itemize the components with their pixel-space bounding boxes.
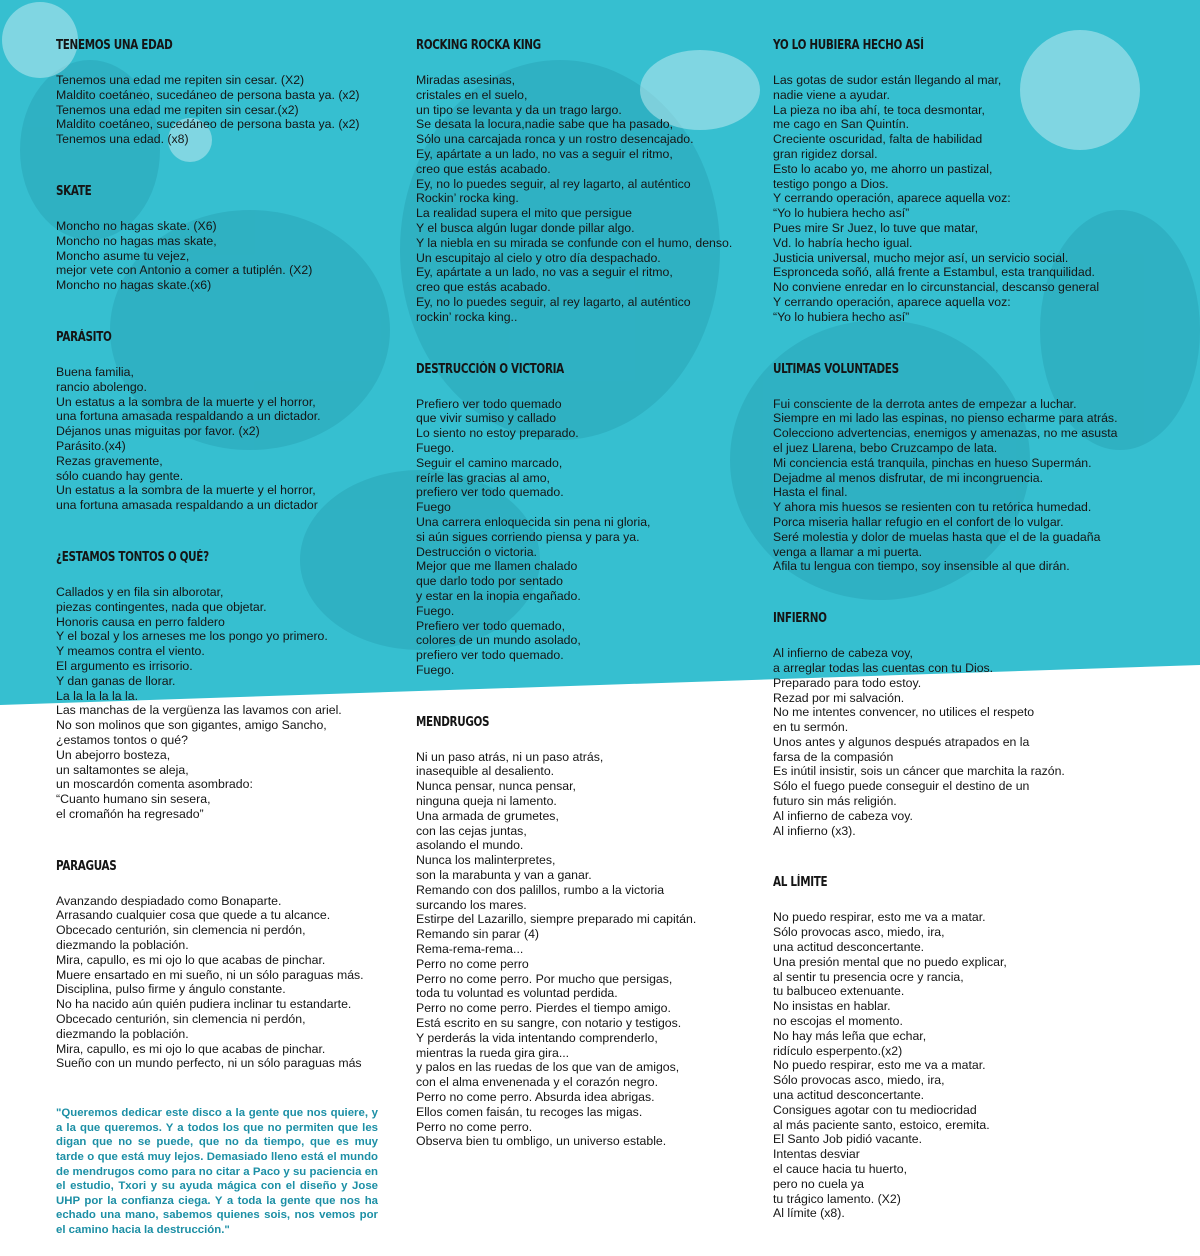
lyric-line: Un escupitajo al cielo y otro día despachado. [416,250,661,265]
song-title: INFIERNO [773,611,827,627]
lyric-line: me cago en San Quintín. [773,117,910,132]
lyric-line: son la marabunta y van a ganar. [416,868,592,883]
lyric-line: Lo siento no estoy preparado. [416,426,579,441]
lyric-line: Perro no come perro. Pierdes el tiempo amigo. [416,1001,671,1016]
song-title: PARÁSITO [56,329,112,345]
lyric-line: una fortuna amasada respaldando a un dictador. [56,409,321,424]
lyric-line: Y el bozal y los arneses me los pongo yo primero. [56,629,328,644]
lyric-line: Prefiero ver todo quemado, [416,618,566,633]
lyric-line: No puedo respirar, esto me va a matar. [773,910,986,925]
lyric-line: La realidad supera el mito que persigue [416,206,633,221]
lyric-line: colores de un mundo asolado, [416,633,581,648]
lyric-line: un moscardón comenta asombrado: [56,777,253,792]
lyric-line: Moncho no hagas skate. (X6) [56,218,217,233]
lyric-line: al sentir tu presencia ocre y rancia, [773,969,964,984]
song-block [56,328,401,513]
song-title: ULTIMAS VOLUNTADES [773,361,899,377]
lyric-line: Una carrera enloquecida sin pena ni gloria, [416,514,651,529]
lyric-line: Obcecado centurión, sin clemencia ni perdón, [56,1012,306,1027]
lyric-line: mejor vete con Antonio a comer a tutiplén. (X2) [56,263,313,278]
lyric-line: que darlo todo por sentado [416,574,563,589]
lyric-line: Al infierno (x3). [773,823,856,838]
lyric-line: Moncho no hagas mas skate, [56,233,217,248]
song-title: YO LO HUBIERA HECHO ASÍ [773,38,924,53]
lyric-line: Y meamos contra el viento. [56,644,205,659]
song-block [773,360,1133,575]
lyric-line: inasequible al desaliento. [416,764,555,779]
lyric-line: Creciente oscuridad, falta de habilidad [773,132,983,147]
lyric-line: y palos en las ruedas de los que van de amigos, [416,1060,680,1075]
lyric-line: en tu sermón. [773,720,849,735]
song-title: MENDRUGOS [416,714,490,730]
lyric-line: Colecciono advertencias, enemigos y amenazas, no me asusta [773,426,1118,441]
lyric-line: Obcecado centurión, sin clemencia ni perdón, [56,923,306,938]
lyric-line: Unos antes y algunos después atrapados en la [773,734,1030,749]
lyrics-column-2 [416,36,761,1184]
lyric-line: Maldito coetáneo, sucedáneo de persona basta ya. (x2) [56,87,360,102]
lyric-line: ridículo esperpento.(x2) [773,1043,903,1058]
lyric-line: “Cuanto humano sin sesera, [56,792,211,807]
lyric-line: Tenemos una edad. (x8) [56,132,189,147]
lyric-line: con el alma envenenada y el corazón negro. [416,1075,658,1090]
lyric-line: Está escrito en su sangre, con notario y testigos. [416,1016,682,1031]
song-block [416,36,761,325]
lyric-line: Y la niebla en su mirada se confunde con el humo, denso. [416,235,733,250]
lyric-line: No me intentes convencer, no utilices el respeto [773,705,1035,720]
lyric-line: rancio abolengo. [56,379,147,394]
song-block [416,360,761,678]
lyric-line: Fuego. [416,603,455,618]
lyric-line: Sólo provocas asco, miedo, ira, [773,925,945,940]
lyric-line: que vivir sumiso y callado [416,411,557,426]
song-block [56,182,401,293]
lyric-line: mientras la rueda gira gira... [416,1045,570,1060]
lyric-line: diezmando la población. [56,938,189,953]
lyric-line: Un abejorro bosteza, [56,747,171,762]
lyric-line: Rezas gravemente, [56,453,163,468]
lyric-line: ¿estamos tontos o qué? [56,732,188,747]
song-title: PARAGUAS [56,858,117,874]
lyric-line: Ellos comen faisán, tu recoges las migas. [416,1104,643,1119]
lyric-line: Rezad por mi salvación. [773,690,905,705]
lyric-line: Remando sin parar (4) [416,927,540,942]
lyric-line: Y el busca algún lugar donde pillar algo. [416,220,635,235]
lyric-line: Mira, capullo, es mi ojo lo que acabas de pinchar. [56,952,326,967]
song-title: SKATE [56,183,92,199]
lyric-line: un saltamontes se aleja, [56,762,189,777]
lyric-line: Tenemos una edad me repiten sin cesar.(x2) [56,102,299,117]
lyric-line: ninguna queja ni lamento. [416,794,557,809]
lyric-line: Fui consciente de la derrota antes de empezar a luchar. [773,396,1077,411]
song-title: TENEMOS UNA EDAD [56,38,173,53]
lyric-line: una actitud desconcertante. [773,1088,925,1103]
lyric-line: “Yo lo hubiera hecho así” [773,309,910,324]
lyric-line: Remando con dos palillos, rumbo a la victoria [416,882,665,897]
lyric-line: Parásito.(x4) [56,438,126,453]
lyric-line: Y dan ganas de llorar. [56,673,176,688]
lyric-line: El argumento es irrisorio. [56,658,193,673]
lyric-line: Nunca los malinterpretes, [416,853,556,868]
lyric-line: Pues mire Sr Juez, lo tuve que matar, [773,220,979,235]
lyric-line: Nunca pensar, nunca pensar, [416,779,576,794]
song-block [773,609,1133,838]
lyric-line: Las manchas de la vergüenza las lavamos con ariel. [56,703,342,718]
lyric-line: “Yo lo hubiera hecho así” [773,206,910,221]
lyric-line: La pieza no iba ahí, te toca desmontar, [773,102,985,117]
lyric-line: Porca miseria hallar refugio en el confort de lo vulgar. [773,514,1064,529]
lyric-line: tu trágico lamento. (X2) [773,1191,901,1206]
lyric-line: con las cejas juntas, [416,823,527,838]
lyric-line: Maldito coetáneo, sucedáneo de persona basta ya. (x2) [56,117,360,132]
lyric-line: Al infierno de cabeza voy, [773,646,913,661]
lyric-line: Miradas asesinas, [416,73,516,87]
lyric-line: rockin’ rocka king.. [416,309,518,324]
lyric-line: surcando los mares. [416,897,527,912]
lyric-line: Callados y en fila sin alborotar, [56,584,224,599]
song-title: ¿ESTAMOS TONTOS O QUÉ? [56,549,209,565]
song-block [416,713,761,1150]
lyric-line: La la la la la la. [56,688,139,703]
lyric-line: Dejadme al menos disfrutar, de mi incongruencia. [773,470,1043,485]
lyric-line: Destrucción o victoria. [416,544,537,559]
lyric-line: Arrasando cualquier cosa que quede a tu alcance. [56,908,331,923]
lyric-line: Se desata la locura,nadie sabe que ha pasado, [416,117,674,132]
lyric-line: a arreglar todas las cuentas con tu Dios. [773,660,994,675]
lyric-line: Y perderás la vida intentando comprenderlo, [416,1030,658,1045]
lyric-line: Prefiero ver todo quemado [416,396,562,411]
song-block [56,36,401,147]
lyric-line: un tipo se levanta y da un trago largo. [416,102,622,117]
lyric-line: No son molinos que son gigantes, amigo Sancho, [56,718,327,733]
lyric-line: Perro no come perro. Absurda idea abrigas. [416,1090,655,1105]
lyric-line: Al infierno de cabeza voy. [773,808,913,823]
lyric-line: No hay más leña que echar, [773,1028,927,1043]
lyric-line: Siempre en mi lado las espinas, no pienso echarme para atrás. [773,411,1118,426]
lyric-line: futuro sin más religión. [773,794,897,809]
lyric-line: Disciplina, pulso firme y ángulo constante. [56,982,286,997]
lyric-line: Preparado para todo estoy. [773,675,922,690]
lyric-line: Fuego [416,500,451,515]
lyric-line: cristales en el suelo, [416,87,528,102]
lyrics-column-1 [56,36,401,1238]
lyric-line: Es inútil insistir, sois un cáncer que marchita la razón. [773,764,1065,779]
lyric-line: Intentas desviar [773,1147,860,1162]
lyric-line: Espronceda soñó, allá frente a Estambul, esta tranquilidad. [773,265,1095,280]
lyric-line: Una presión mental que no puedo explicar, [773,954,1007,969]
lyric-line: Una armada de grumetes, [416,808,559,823]
lyric-line: Y cerrando operación, aparece aquella voz: [773,191,1011,206]
lyric-line: testigo pongo a Dios. [773,176,889,191]
lyric-line: El Santo Job pidió vacante. [773,1132,923,1147]
lyric-line: Perro no come perro. Por mucho que persigas, [416,971,673,986]
lyric-line: Un estatus a la sombra de la muerte y el horror, [56,394,316,409]
lyric-line: Estirpe del Lazarillo, siempre preparado mi capitán. [416,912,697,927]
lyric-line: Mi conciencia está tranquila, pinchas en hueso Supermán. [773,455,1092,470]
song-block [773,873,1133,1221]
song-block [56,548,401,822]
lyric-line: prefiero ver todo quemado. [416,648,564,663]
dedication-text: "Queremos dedicar este disco a la gente que nos quiere, y a la que queremos. Y a todos los que no permiten que les digan que no se puede, que no da tiempo, que es muy tarde o que está muy lejos. Demasiado lleno está el mundo de mendrugos como para no citar a Paco y su paciencia en el estudio, Txori y su ayuda mágica con el diseño y Jose UHP por la confianza ciega. Y a toda la gente que nos ha echado una mano, sabemos quienes sois, nos vemos por el camino hacia la destrucción." [56,1107,378,1236]
lyric-line: Avanzando despiadado como Bonaparte. [56,893,282,908]
lyric-line: Mejor que me llamen chalado [416,559,578,574]
lyric-line: Afila tu lengua con tiempo, soy insensible al que dirán. [773,559,1070,574]
lyric-line: No insistas en hablar. [773,999,891,1014]
lyric-line: nadie viene a ayudar. [773,87,890,102]
lyric-line: Moncho asume tu vejez, [56,248,190,263]
lyric-line: Rema-rema-rema... [416,942,524,957]
lyric-line: Sólo el fuego puede conseguir el destino de un [773,779,1030,794]
lyric-line: Perro no come perro [416,956,529,971]
lyric-line: Seguir el camino marcado, [416,455,563,470]
lyric-line: Mira, capullo, es mi ojo lo que acabas de pinchar. [56,1041,326,1056]
lyric-line: gran rigidez dorsal. [773,146,878,161]
lyric-line: Ey, apártate a un lado, no vas a seguir el ritmo, [416,146,673,161]
lyric-line: Sólo provocas asco, miedo, ira, [773,1073,945,1088]
lyric-line: creo que estás acabado. [416,161,551,176]
lyric-line: Buena familia, [56,364,134,379]
lyrics-column-3 [773,36,1133,1256]
lyric-line: Ey, no lo puedes seguir, al rey lagarto, al auténtico [416,176,691,191]
lyric-line: tu balbuceo extenuante. [773,984,905,999]
lyric-line: Consigues agotar con tu mediocridad [773,1102,977,1117]
song-title: DESTRUCCIÓN O VICTORIA [416,361,564,377]
lyric-line: Moncho no hagas skate.(x6) [56,278,212,293]
lyric-line: prefiero ver todo quemado. [416,485,564,500]
lyric-line: Rockin’ rocka king. [416,191,519,206]
lyric-line: Sólo una carcajada ronca y un rostro desencajado. [416,132,694,147]
lyric-line: reírle las gracias al amo, [416,470,550,485]
lyric-line: Ey, apártate a un lado, no vas a seguir el ritmo, [416,265,673,280]
lyric-line: creo que estás acabado. [416,280,551,295]
lyric-line: Las gotas de sudor están llegando al mar, [773,73,1002,87]
lyric-line: No ha nacido aún quién pudiera inclinar tu estandarte. [56,997,352,1012]
lyric-line: Vd. lo habría hecho igual. [773,235,913,250]
lyric-line: al más paciente santo, estoico, eremita. [773,1117,990,1132]
lyric-line: toda tu voluntad es voluntad perdida. [416,986,618,1001]
lyric-line: Observa bien tu ombligo, un universo estable. [416,1134,667,1149]
lyric-line: Sueño con un mundo perfecto, ni un sólo paraguas más [56,1056,362,1071]
lyric-line: Ey, no lo puedes seguir, al rey lagarto, al auténtico [416,294,691,309]
lyric-line: Y ahora mis huesos se resienten con tu retórica humedad. [773,500,1092,515]
lyric-line: sólo cuando hay gente. [56,468,184,483]
lyric-line: piezas contingentes, nada que objetar. [56,599,267,614]
lyric-line: Déjanos unas miguitas por favor. (x2) [56,424,260,439]
lyric-line: una fortuna amasada respaldando a un dictador [56,498,318,513]
lyric-line: Ni un paso atrás, ni un paso atrás, [416,749,604,764]
lyric-line: el cauce hacia tu huerto, [773,1162,907,1177]
lyric-line: Al límite (x8). [773,1206,845,1221]
lyric-line: y estar en la inopia engañado. [416,588,581,603]
lyric-line: Tenemos una edad me repiten sin cesar. (X2) [56,73,305,87]
lyric-line: Un estatus a la sombra de la muerte y el horror, [56,483,316,498]
lyric-line: pero no cuela ya [773,1176,864,1191]
lyric-line: No puedo respirar, esto me va a matar. [773,1058,986,1073]
song-title: ROCKING ROCKA KING [416,38,541,53]
lyric-line: farsa de la compasión [773,749,894,764]
lyric-line: el juez Llarena, bebo Cruzcampo de lata. [773,440,998,455]
lyric-line: diezmando la población. [56,1026,189,1041]
lyric-line: Esto lo acabo yo, me ahorro un pastizal, [773,161,993,176]
lyric-line: Fuego. [416,440,455,455]
lyric-line: Fuego. [416,662,455,677]
lyric-line: Y cerrando operación, aparece aquella voz: [773,294,1011,309]
song-title: AL LÍMITE [773,875,828,891]
lyric-line: venga a llamar a mi puerta. [773,544,923,559]
lyric-line: Perro no come perro. [416,1119,533,1134]
song-block [56,857,401,1072]
lyric-line: Seré molestia y dolor de muelas hasta que el de la guadaña [773,529,1101,544]
song-block [773,36,1133,325]
lyric-line: no escojas el momento. [773,1014,903,1029]
lyric-line: Honoris causa en perro faldero [56,614,225,629]
lyric-line: asolando el mundo. [416,838,524,853]
lyric-line: Hasta el final. [773,485,848,500]
lyric-line: si aún sigues corriendo piensa y para ya. [416,529,640,544]
lyric-line: Muere ensartado en mi sueño, ni un sólo paraguas más. [56,967,364,982]
lyric-line: Justicia universal, mucho mejor así, un servicio social. [773,250,1069,265]
lyric-line: No conviene enredar en lo circunstancial, descanso general [773,280,1100,295]
lyric-line: el cromañón ha regresado” [56,806,204,821]
lyric-line: una actitud desconcertante. [773,940,925,955]
